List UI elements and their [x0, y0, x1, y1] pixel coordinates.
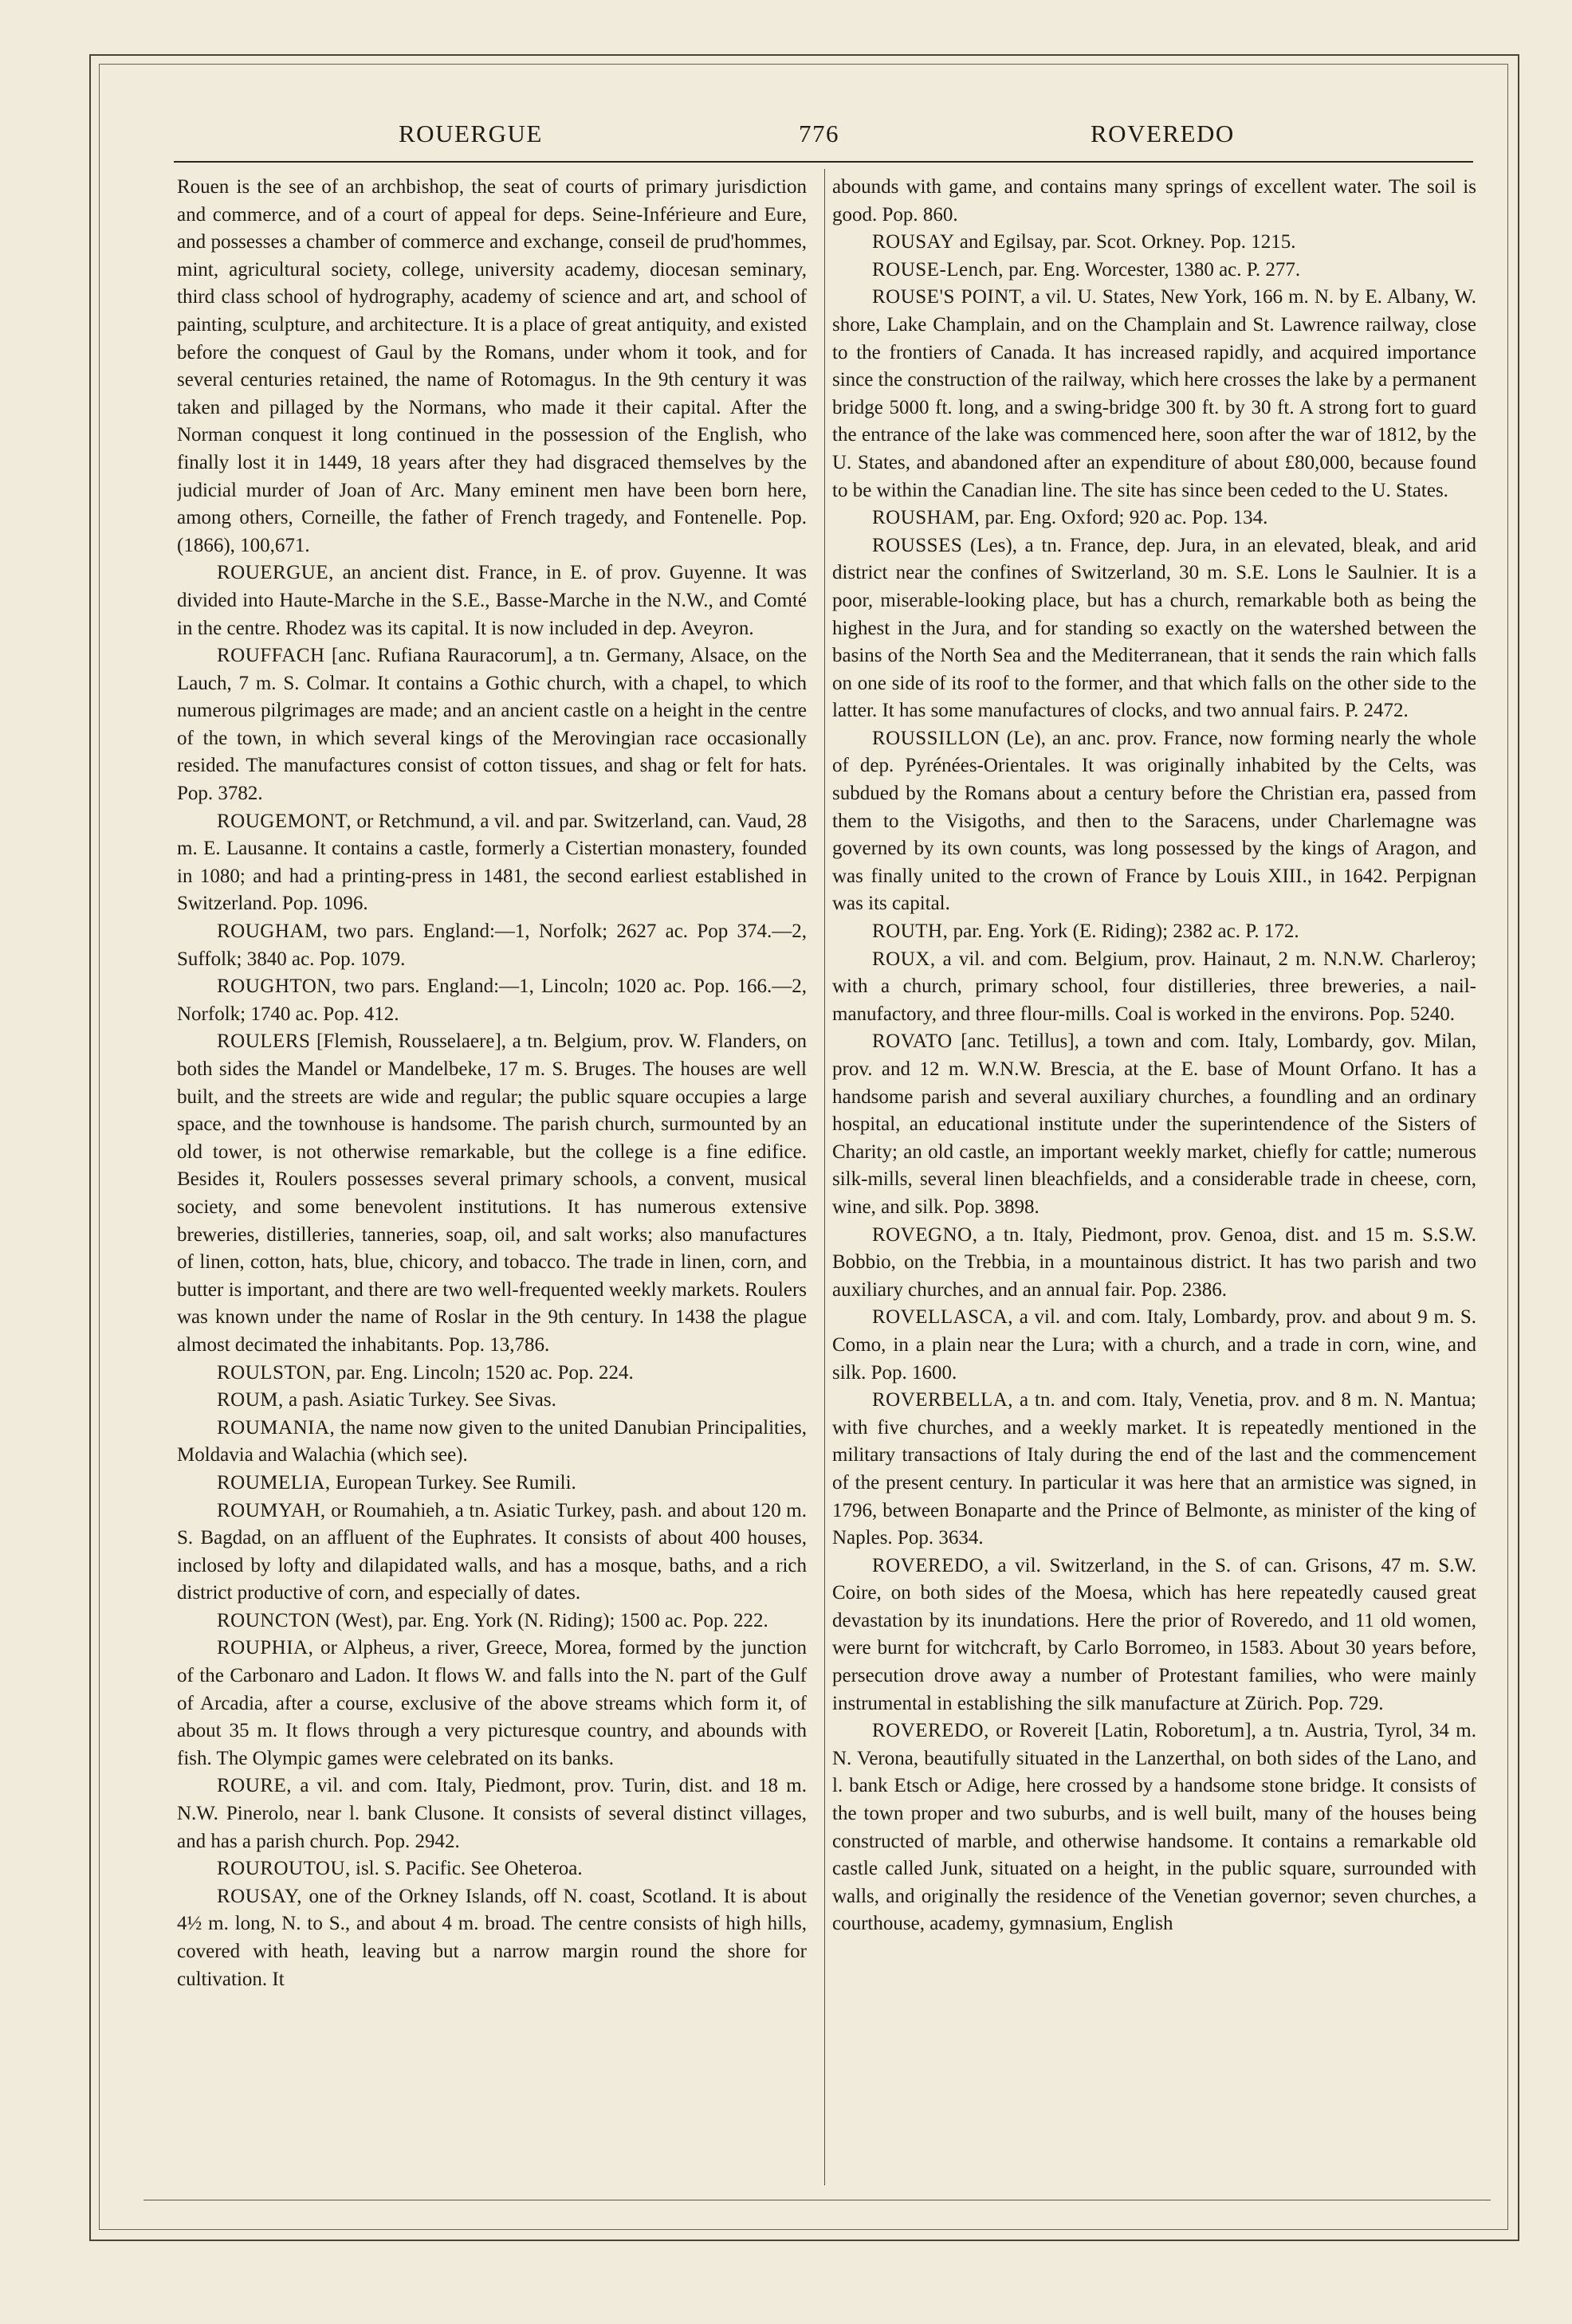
entry-text: (Les), a tn. France, dep. Jura, in an elevated, bleak, and arid district near the confines of Switzerland, 30 m. S.E. Lons le Saulnier. It is a poor, miserable-looking place, but has a church, remarkable both as being the highest in the Jura, and for standing so exactly on the watershed between the basins of the North Sea and the Mediterranean, that it sends the rain which falls on one side of its roof to the former, and that which falls on the other side to the latter. It has some manufactures of clocks, and two annual fairs. P. 2472.	[832, 534, 1476, 722]
entry-headword: ROVERBELLA,	[872, 1389, 1014, 1411]
entry-text: par. Eng. Oxford; 920 ac. Pop. 134.	[980, 507, 1268, 529]
entry-text: European Turkey. See Rumili.	[330, 1471, 576, 1494]
gazetteer-entry	[832, 1553, 1476, 1718]
entry-continuation	[832, 174, 1476, 229]
entry-text: or Retchmund, a vil. and par. Switzerland, can. Vaud, 28 m. E. Lausanne. It contains a castle, formerly a Cistertian monastery, founded in 1080; and had a printing-press in 1481, the second earliest established in Switzerland. Pop. 1096.	[177, 810, 807, 915]
right-column	[832, 174, 1476, 2182]
entry-headword: ROUMELIA,	[217, 1471, 331, 1494]
entry-headword: ROUX,	[872, 948, 936, 970]
entry-text: par. Eng. York (E. Riding); 2382 ac. P. 172.	[948, 921, 1299, 943]
entry-headword: ROUGEMONT,	[217, 810, 352, 832]
running-header	[159, 113, 1475, 158]
gazetteer-entry	[832, 725, 1476, 918]
entry-headword: ROURE,	[217, 1775, 292, 1797]
entry-headword: ROULSTON,	[217, 1361, 332, 1384]
entry-text: par. Eng. Lincoln; 1520 ac. Pop. 224.	[331, 1361, 634, 1384]
gazetteer-entry	[832, 946, 1476, 1029]
gazetteer-entry	[177, 1028, 807, 1359]
entry-text: or Alpheus, a river, Greece, Morea, formed by the junction of the Carbonaro and Ladon. It flows W. and falls into the N. part of the Gulf of Arcadia, after a course, exclusive of the above streams which form it, of about 35 m. It flows through a very picturesque country, and abounds with fish. The Olympic games were celebrated on its banks.	[177, 1637, 807, 1769]
gazetteer-entry	[177, 1360, 807, 1388]
entry-text: a vil. and com. Italy, Lombardy, prov. and about 9 m. S. Como, in a plain near the Lura; with a church, and a trade in corn, wine, and silk. Pop. 1600.	[832, 1306, 1476, 1384]
entry-headword: ROVEREDO,	[872, 1720, 989, 1742]
gazetteer-entry	[177, 1635, 807, 1772]
entry-text: abounds with game, and contains many springs of excellent water. The soil is good. Pop. 860.	[832, 176, 1476, 226]
entry-headword: ROUSE'S POINT,	[872, 286, 1026, 308]
header-right-guideword: ROVEREDO	[1091, 120, 1235, 147]
gazetteer-entry	[832, 1304, 1476, 1387]
gazetteer-entry	[177, 808, 807, 918]
gazetteer-entry	[832, 1387, 1476, 1553]
entry-headword: ROUSAY	[872, 231, 955, 253]
entry-text: a tn. Italy, Piedmont, prov. Genoa, dist. and 15 m. S.S.W. Bobbio, on the Trebbia, in a mountainous district. It has two parish and two auxiliary churches, and an annual fair. Pop. 2386.	[832, 1223, 1476, 1301]
gazetteer-entry	[832, 504, 1476, 532]
gazetteer-entry	[177, 1415, 807, 1470]
entry-text: a vil. U. States, New York, 166 m. N. by E. Albany, W. shore, Lake Champlain, and on the Champlain and St. Lawrence railway, close to the frontiers of Canada. It has increased rapidly, and acquired importance since the construction of the railway, which here crosses the lake by a permanent bridge 5000 ft. long, and a swing-bridge 300 ft. by 30 ft. A strong fort to guard the entrance of the lake was commenced here, soon after the war of 1812, by the U. States, and abandoned after an expenditure of about £80,000, because found to be within the Canadian line. The site has since been ceded to the U. States.	[832, 286, 1476, 501]
entry-headword: ROUSSES	[872, 534, 963, 556]
entry-text: and Egilsay, par. Scot. Orkney. Pop. 1215.	[954, 231, 1296, 253]
entry-headword: ROUSE-Lench,	[872, 258, 1004, 281]
header-rule	[174, 161, 1473, 163]
gazetteer-entry	[177, 1855, 807, 1883]
gazetteer-entry	[177, 1387, 807, 1415]
entry-text: (Le), an anc. prov. France, now forming nearly the whole of dep. Pyrénées-Orientales. It was originally inhabited by the Celts, was subdued by the Romans about a century before the Christian era, passed from them to the Visigoths, and then to the Saracens, under Charlemagne was governed by its own counts, was long possessed by the kings of Aragon, and was finally united to the crown of France by Louis XIII., in 1642. Perpignan was its capital.	[832, 727, 1476, 915]
entry-headword: ROUMANIA,	[217, 1416, 336, 1439]
entry-headword: ROUNCTON	[217, 1609, 331, 1631]
entry-continuation	[177, 174, 807, 559]
entry-headword: ROUSHAM,	[872, 507, 981, 529]
entry-headword: ROUROUTOU,	[217, 1858, 351, 1880]
gazetteer-entry	[832, 1028, 1476, 1221]
entry-headword: ROVATO	[872, 1030, 953, 1053]
entry-text: the name now given to the united Danubian Principalities, Moldavia and Walachia (which see).	[177, 1416, 807, 1466]
gazetteer-entry	[832, 257, 1476, 285]
left-column	[177, 174, 807, 2182]
entry-headword: ROUTH,	[872, 921, 949, 943]
gazetteer-entry	[177, 1772, 807, 1855]
entry-headword: ROUPHIA,	[217, 1637, 314, 1659]
entry-headword: ROUGHAM,	[217, 921, 328, 943]
entry-text: a pash. Asiatic Turkey. See Sivas.	[283, 1389, 556, 1411]
entry-text: [anc. Rufiana Rauracorum], a tn. Germany, Alsace, on the Lauch, 7 m. S. Colmar. It contains a Gothic church, with a chapel, to which numerous pilgrimages are made; and an ancient castle on a height in the centre of the town, in which several kings of the Merovingian race occasionally resided. The manufactures consist of cotton tissues, and shag or felt for hats. Pop. 3782.	[177, 645, 807, 805]
entry-text: par. Eng. Worcester, 1380 ac. P. 277.	[1004, 258, 1301, 281]
gazetteer-entry	[177, 1883, 807, 1993]
entry-text: a vil. and com. Italy, Piedmont, prov. Turin, dist. and 18 m. N.W. Pinerolo, near l. bank Clusone. It consists of several distinct villages, and has a parish church. Pop. 2942.	[177, 1775, 807, 1852]
entry-headword: ROUFFACH	[217, 645, 325, 667]
gazetteer-entry	[177, 642, 807, 808]
entry-text: [anc. Tetillus], a town and com. Italy, Lombardy, gov. Milan, prov. and 12 m. W.N.W. Brescia, at the E. base of Mount Orfano. It has a handsome parish and several auxiliary churches, a foundling and an ordinary hospital, an educational institute under the superintendence of the Sisters of Charity; an old castle, an important weekly market, chiefly for cattle; numerous silk-mills, several linen bleachfields, and a considerable trade in cheese, corn, wine, and silk. Pop. 3898.	[832, 1030, 1476, 1218]
entry-headword: ROUSSILLON	[872, 727, 1000, 749]
entry-headword: ROULERS	[217, 1030, 311, 1053]
column-divider	[824, 169, 825, 2185]
entry-headword: ROUERGUE,	[217, 562, 334, 584]
entry-text: [Flemish, Rousselaere], a tn. Belgium, prov. W. Flanders, on both sides the Mandel or Mandelbeke, 17 m. S. Bruges. The houses are well built, and the streets are wide and regular; the public square occupies a large space, and the townhouse is handsome. The parish church, surmounted by an old tower, is not otherwise remarkable, but the college is a fine edifice. Besides it, Roulers possesses several primary schools, a convent, musical society, and some benevolent institutions. It has numerous extensive breweries, distilleries, tanneries, soap, oil, and salt works; also manufactures of linen, cotton, hats, blue, chicory, and tobacco. The trade in linen, corn, and butter is important, and there are two well-frequented weekly markets. Roulers was known under the name of Roslar in the 9th century. In 1438 the plague almost decimated the inhabitants. Pop. 13,786.	[177, 1030, 807, 1356]
entry-text: one of the Orkney Islands, off N. coast, Scotland. It is about 4½ m. long, N. to S., and about 4 m. broad. The centre consists of high hills, covered with heath, leaving but a narrow margin round the shore for cultivation. It	[177, 1885, 807, 1990]
gazetteer-entry	[177, 973, 807, 1028]
entry-text: two pars. England:—1, Norfolk; 2627 ac. Pop 374.—2, Suffolk; 3840 ac. Pop. 1079.	[177, 921, 807, 970]
gazetteer-entry	[177, 1498, 807, 1608]
entry-text: a vil. and com. Belgium, prov. Hainaut, 2 m. N.N.W. Charleroy; with a church, primary school, four distilleries, three breweries, a nail-manufactory, and three flour-mills. Coal is worked in the environs. Pop. 5240.	[832, 948, 1476, 1025]
entry-headword: ROVELLASCA,	[872, 1306, 1014, 1329]
gazetteer-entry	[832, 1222, 1476, 1305]
entry-headword: ROUMYAH,	[217, 1499, 326, 1521]
entry-text: Rouen is the see of an archbishop, the seat of courts of primary jurisdiction and commerce, and of a court of appeal for deps. Seine-Inférieure and Eure, and possesses a chamber of commerce and exchange, conseil de prud'hommes, mint, agricultural society, college, university academy, diocesan seminary, third class school of hydrography, academy of science and art, and school of painting, sculpture, and architecture. It is a place of great antiquity, and existed before the conquest of Gaul by the Romans, under whom it took, and for several centuries retained, the name of Rotomagus. In the 9th century it was taken and pillaged by the Normans, who made it their capital. After the Norman conquest it long continued in the possession of the English, who finally lost it in 1449, 18 years after they had disgraced themselves by the judicial murder of Joan of Arc. Many eminent men have been born here, among others, Corneille, the father of French tragedy, and Fontenelle. Pop. (1866), 100,671.	[177, 176, 807, 556]
gazetteer-entry	[832, 229, 1476, 257]
gazetteer-entry	[832, 532, 1476, 725]
entry-headword: ROVEGNO,	[872, 1223, 978, 1246]
gazetteer-entry	[832, 284, 1476, 504]
gazetteer-entry	[832, 918, 1476, 946]
gazetteer-entry	[177, 1608, 807, 1635]
gazetteer-entry	[177, 559, 807, 642]
gazetteer-entry	[177, 1470, 807, 1498]
gazetteer-entry	[832, 1717, 1476, 1938]
entry-text: or Roumahieh, a tn. Asiatic Turkey, pash. and about 120 m. S. Bagdad, on an affluent of the Euphrates. It consists of about 400 houses, inclosed by lofty and dilapidated walls, and has a mosque, baths, and a rich district productive of corn, and especially of dates.	[177, 1499, 807, 1604]
entry-text: an ancient dist. France, in E. of prov. Guyenne. It was divided into Haute-Marche in the S.E., Basse-Marche in the N.W., and Comté in the centre. Rhodez was its capital. It is now included in dep. Aveyron.	[177, 562, 807, 639]
entry-text: a vil. Switzerland, in the S. of can. Grisons, 47 m. S.W. Coire, on both sides of the Moesa, which has here repeatedly caused great devastation by its inundations. Here the prior of Roveredo, and 11 old women, were burnt for witchcraft, by Carlo Borromeo, in 1583. About 30 years before, persecution drove away a number of Protestant families, who were mainly instrumental in establishing the silk manufacture at Zürich. Pop. 729.	[832, 1554, 1476, 1714]
header-left-guideword: ROUERGUE	[399, 120, 543, 147]
entry-text: isl. S. Pacific. See Oheteroa.	[350, 1858, 583, 1880]
entry-headword: ROVEREDO,	[872, 1554, 989, 1576]
gazetteer-entry	[177, 918, 807, 973]
page-number: 776	[799, 120, 839, 147]
entry-headword: ROUSAY,	[217, 1885, 303, 1907]
entry-headword: ROUGHTON,	[217, 976, 337, 998]
entry-headword: ROUM,	[217, 1389, 284, 1411]
entry-text: a tn. and com. Italy, Venetia, prov. and 8 m. N. Mantua; with five churches, and a weekly market. It is repeatedly mentioned in the military transactions of Italy during the end of the last and the commencement of the present century. In particular it was here that an armistice was signed, in 1796, between Bonaparte and the Prince of Belmonte, as minister of the king of Naples. Pop. 3634.	[832, 1389, 1476, 1549]
entry-text: two pars. England:—1, Lincoln; 1020 ac. Pop. 166.—2, Norfolk; 1740 ac. Pop. 412.	[177, 976, 807, 1025]
entry-text: (West), par. Eng. York (N. Riding); 1500 ac. Pop. 222.	[330, 1609, 768, 1631]
entry-text: or Rovereit [Latin, Roboretum], a tn. Austria, Tyrol, 34 m. N. Verona, beautifully situated in the Lanzerthal, on both sides of the Lano, and l. bank Etsch or Adige, here crossed by a handsome stone bridge. It consists of the town proper and two suburbs, and is well built, many of the houses being constructed of marble, and otherwise handsome. It contains a remarkable old castle called Junk, situated on a height, in the public square, surrounded with walls, and originally the residence of the Venetian governor; seven churches, a courthouse, academy, gymnasium, English	[832, 1720, 1476, 1935]
